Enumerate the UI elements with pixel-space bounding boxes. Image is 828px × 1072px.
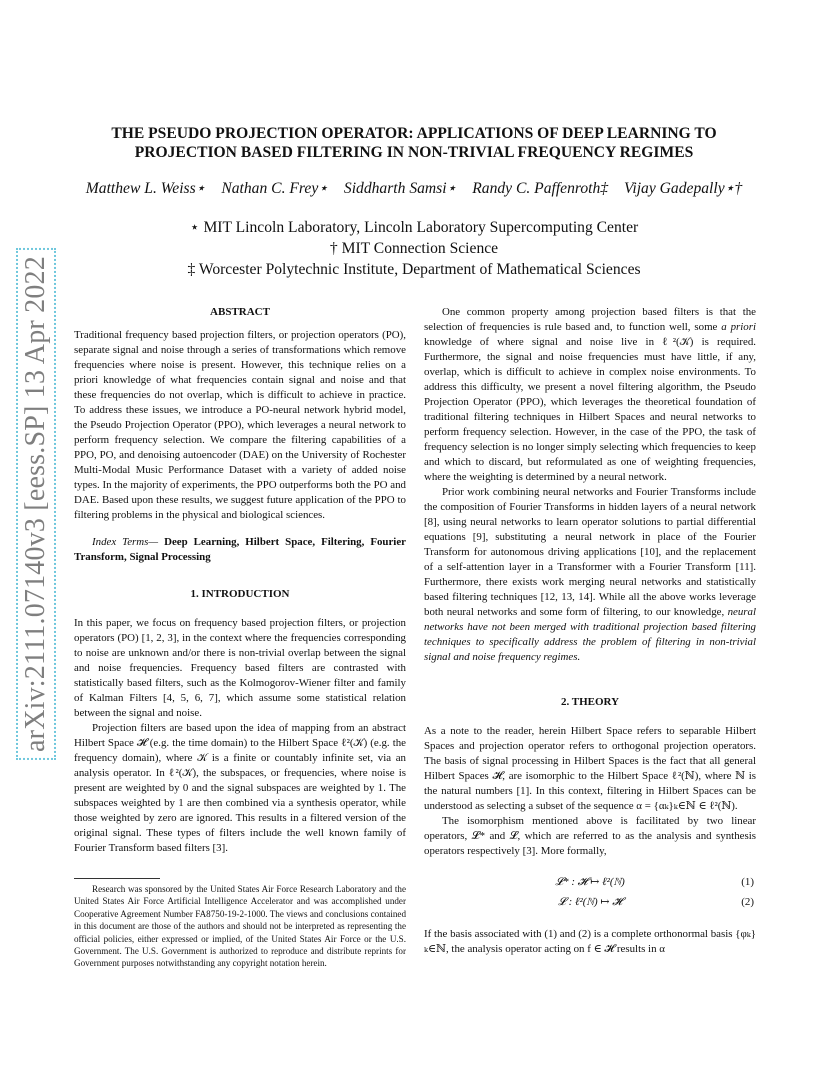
theory-paragraph-2: The isomorphism mentioned above is facilitated by two linear operators, 𝓛* and 𝓛, which are referred to as the analysis and synthesis operators respectively [3]. More formally,: [424, 815, 756, 857]
right-column: [424, 305, 756, 957]
title-line: THE PSEUDO PROJECTION OPERATOR: APPLICATIONS OF DEEP LEARNING TO: [111, 125, 717, 142]
text-run: knowledge of where signal and noise live in ℓ²(𝒦) is required. Furthermore, the signal and noise frequencies must have little, if any, overlap, which is difficult to achieve in complex noise environments. To address this difficulty, we present a novel filtering algorithm, the Pseudo Projection Operator (PPO), which leverages the theoretical foundation of traditional filtering techniques in Hilbert Spaces and neural networks to perform frequency selection. However, in the case of the PPO, the task of frequency selection is no longer simply selecting which frequencies to keep and which to discard, but reformulated as one of weighting frequencies, where the weighting is determined by a neural network.: [424, 336, 756, 483]
text-run-italic: a priori: [721, 321, 756, 333]
index-terms-keywords: Deep Learning, Hilbert Space, Filtering, Fourier Transform, Signal Processing: [74, 536, 407, 563]
index-terms-label: Index Terms—: [92, 536, 159, 548]
author: Siddharth Samsi⋆: [343, 180, 457, 197]
equation-2: [424, 893, 756, 913]
intro-paragraph-4: [424, 485, 756, 665]
equation-body: 𝓛 : ℓ²(ℕ) ↦ 𝓗: [557, 896, 623, 908]
title-line: PROJECTION BASED FILTERING IN NON-TRIVIAL FREQUENCY REGIMES: [134, 144, 694, 161]
equation-block: [424, 873, 756, 913]
equation-body: 𝓛* : 𝓗 ↦ ℓ²(ℕ): [555, 876, 625, 888]
left-column: [74, 305, 406, 970]
affiliation: † MIT Connection Science: [329, 240, 499, 257]
theory-heading: 2. THEORY: [560, 696, 620, 708]
footnote: Research was sponsored by the United States Air Force Research Laboratory and the United States Air Force Artificial Intelligence Accelerator and was accomplished under Cooperative Agreement Number FA8750-19-2-1000. The views and conclusions contained in this document are those of the authors and should not be interpreted as representing the official policies, either expressed or implied, of the United States Air Force or the U.S. Government. The U.S. Government is authorized to reproduce and distribute reprints for Government purposes notwithstanding any copyright notation herein.: [74, 884, 406, 969]
intro-paragraph-1: In this paper, we focus on frequency based projection filters, or projection operators (PO) [1, 2, 3], in the context where the frequencies corresponding to noise are unknown and/or there is non-trivial overlap between the signal and noise frequencies. Frequency based filters are contrasted with statistically based filters, such as the Kolmogorov-Wiener filter and family of Kalman Filters [4, 5, 6, 7], which assume some statistical relation between the signal and noise.: [74, 617, 406, 719]
intro-paragraph-3: [424, 305, 756, 485]
theory-paragraph-3: If the basis associated with (1) and (2) is a complete orthonormal basis {φₖ}ₖ∈ℕ, the analysis operator acting on f ∈ 𝓗 results in α: [424, 928, 756, 955]
affiliation: ⋆ MIT Lincoln Laboratory, Lincoln Laboratory Supercomputing Center: [189, 219, 639, 236]
text-run: One common property among projection based filters is that the selection of frequencies is rule based and, to function well, some: [424, 306, 756, 333]
affiliations: [80, 217, 748, 280]
abstract-text: Traditional frequency based projection filters, or projection operators (PO), separate signal and noise through a series of transformations which remove frequencies where noise is present. However, this technique relies on a priori knowledge of what frequencies contain signal and noise and that these frequencies do not overlap, which is difficult to achieve in practice. To address these issues, we introduce a PO-neural network hybrid model, the Pseudo Projection Operator (PPO), which leverages a neural network to perform frequency selection. We compare the filtering capabilities of a PPO, PO, and denoising autoencoder (DAE) on the University of Rochester Multi-Modal Music Performance Dataset with a variety of added noise types. In the majority of experiments, the PPO outperforms both the PO and DAE. Based upon these results, we suggest future application of the PPO to filtering problems in the physical and biological sciences.: [74, 329, 406, 521]
arxiv-id: arXiv:2111.07140v3 [eess.SP] 13 Apr 2022: [16, 248, 56, 760]
index-terms: [74, 535, 406, 565]
author: Randy C. Paffenroth‡: [472, 180, 609, 197]
author-list: [40, 179, 788, 198]
text-run: Prior work combining neural networks and Fourier Transforms include the composition of Fourier Transforms in hidden layers of a neural network [8], using neural networks to learn operator solutions to partial differential equations [9], substituting a neural network in place of the Fourier Transform for autonomous driving applications [10], and the replacement of a self-attention layer in a Transformer with a Fourier Transform [11]. Furthermore, there exists work merging neural networks and statistically based filtering techniques [12, 13, 14]. While all the above works leverage both neural networks and some form of filtering, to our knowledge,: [424, 486, 756, 618]
abstract-heading: ABSTRACT: [210, 306, 270, 318]
equation-1: [424, 873, 756, 893]
text-run-italic: neural networks have not been merged with traditional projection based filtering techniques to specifically address the problem of filtering in non-trivial signal and noise frequency regimes.: [424, 606, 756, 663]
theory-paragraph-1: As a note to the reader, herein Hilbert Space refers to separable Hilbert Spaces and projection operator refers to orthogonal projection operators. The basis of signal processing in Hilbert Spaces is the fact that all general Hilbert Spaces 𝓗, are isomorphic to the Hilbert Space ℓ²(ℕ), where ℕ is the natural numbers [1]. In this context, filtering in Hilbert Spaces can be understood as selecting a subset of the sequence α = {αₖ}ₖ∈ℕ ∈ ℓ²(ℕ).: [424, 725, 756, 812]
affiliation: ‡ Worcester Polytechnic Institute, Department of Mathematical Sciences: [187, 261, 641, 278]
equation-number: (1): [741, 876, 754, 888]
arxiv-stamp: [16, 255, 56, 753]
equation-number: (2): [741, 896, 754, 908]
author: Matthew L. Weiss⋆: [85, 180, 206, 197]
author: Nathan C. Frey⋆: [221, 180, 328, 197]
intro-paragraph-2: Projection filters are based upon the idea of mapping from an abstract Hilbert Space 𝓗 (e.g. the time domain) to the Hilbert Space ℓ²(𝒦) (e.g. the frequency domain), where 𝒦 is a finite or countably infinite set, via an analysis operator. In ℓ²(𝒦), the subspaces, or frequencies, where noise is present are weighted by 0 and the signal subspaces are weighted by 1. The subspaces weighted by 1 are then combined via a synthesis operator, while those weighted by zero are ignored. This results in a filtered version of the original signal. These types of filters include the well known family of Fourier Transform based filters [3].: [74, 722, 406, 854]
introduction-heading: 1. INTRODUCTION: [190, 588, 290, 600]
paper-title: [80, 124, 748, 162]
footnote-rule: [74, 878, 160, 879]
author: Vijay Gadepally⋆†: [624, 180, 743, 197]
